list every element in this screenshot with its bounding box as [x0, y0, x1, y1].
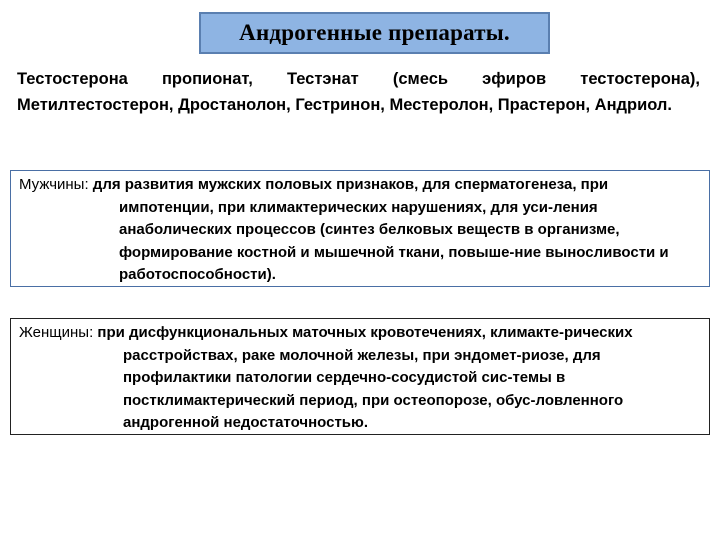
women-label: Женщины:: [19, 324, 94, 341]
drug-list-paragraph: Тестостерона пропионат, Тестэнат (смесь эфиров тестостерона), Метилтестостерон, Дростанолон, Гестринон, Местеролон, Прастерон, Андриол.: [17, 70, 700, 114]
women-indications-box: [10, 318, 710, 435]
page-title: Андрогенные препараты.: [239, 20, 510, 45]
men-label: Мужчины:: [19, 176, 89, 193]
men-indications-entry: [19, 174, 699, 287]
women-indications-entry: [19, 322, 699, 435]
women-indications-text: при дисфункциональных маточных кровотечениях, климакте-рических расстройствах, раке молочной железы, при эндомет-риозе, для профилактики патологии сердечно-сосудистой сис-темы в постклимактерический период, при остеопорозе, обус-ловленного андрогенной недостаточностью.: [93, 324, 633, 431]
men-indications-box: [10, 170, 710, 287]
title-banner: [199, 12, 550, 54]
men-indications-text: для развития мужских половых признаков, для сперматогенеза, при импотенции, при климактерических нарушениях, для уси-ления анаболических процессов (синтез белковых веществ в организме, формирование костной и мышечной ткани, повыше-ние выносливости и работоспособности).: [88, 176, 669, 283]
